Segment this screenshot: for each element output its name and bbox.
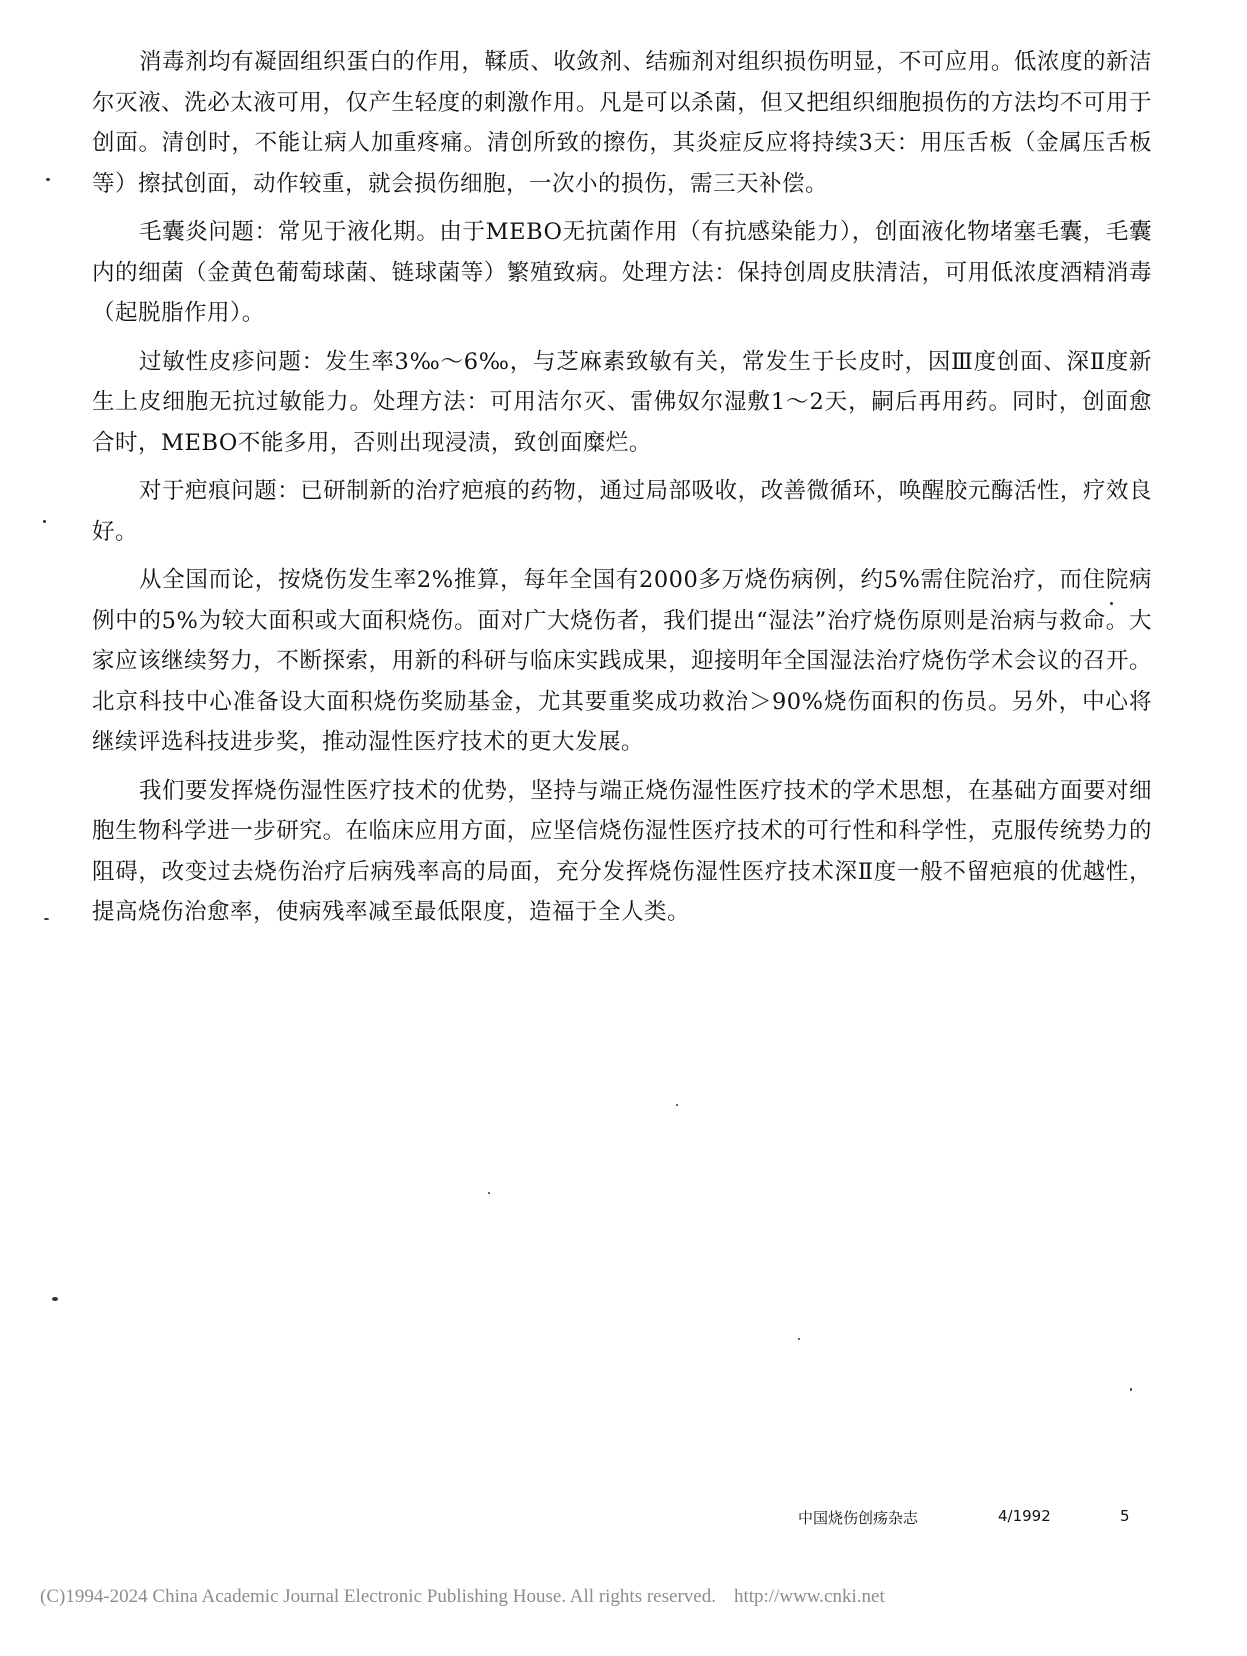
- copyright-url[interactable]: http://www.cnki.net: [733, 1586, 885, 1607]
- scan-speck: [488, 1192, 490, 1194]
- scan-speck: [43, 520, 46, 523]
- copyright-text: (C)1994-2024 China Academic Journal Electronic Publishing House. All rights reserved.: [40, 1586, 716, 1607]
- paragraph-allergic-rash: 过敏性皮疹问题：发生率3‰～6‰，与芝麻素致敏有关，常发生于长皮时，因Ⅲ度创面、深Ⅱ度新生上皮细胞无抗过敏能力。处理方法：可用洁尔灭、雷佛奴尔湿敷1～2天，嗣后再用药。同时，创面愈合时，MEBO不能多用，否则出现浸渍，致创面糜烂。: [92, 348, 1152, 456]
- scan-speck: [1110, 602, 1113, 605]
- paragraph-national-statistics: 从全国而论，按烧伤发生率2%推算，每年全国有2000多万烧伤病例，约5%需住院治疗，而住院病例中的5%为较大面积或大面积烧伤。面对广大烧伤者，我们提出“湿法”治疗烧伤原则是治病与救命。大家应该继续努力，不断探索，用新的科研与临床实践成果，迎接明年全国湿法治疗烧伤学术会议的召开。北京科技中心准备设大面积烧伤奖励基金，尤其要重奖成功救治＞90%烧伤面积的伤员。另外，中心将继续评选科技进步奖，推动湿性医疗技术的更大发展。: [92, 567, 1152, 755]
- article-body: [92, 42, 1152, 941]
- issue-number: 4/1992: [998, 1507, 1051, 1525]
- copyright-notice: [40, 1586, 1220, 1608]
- paragraph-folliculitis: 毛囊炎问题：常见于液化期。由于MEBO无抗菌作用（有抗感染能力），创面液化物堵塞毛囊，毛囊内的细菌（金黄色葡萄球菌、链球菌等）繁殖致病。处理方法：保持创周皮肤清洁，可用低浓度酒精消毒（起脱脂作用）。: [92, 219, 1152, 326]
- paragraph-conclusion: 我们要发挥烧伤湿性医疗技术的优势，坚持与端正烧伤湿性医疗技术的学术思想，在基础方面要对细胞生物科学进一步研究。在临床应用方面，应坚信烧伤湿性医疗技术的可行性和科学性，克服传统势力的阻碍，改变过去烧伤治疗后病残率高的局面，充分发挥烧伤湿性医疗技术深Ⅱ度一般不留疤痕的优越性，提高烧伤治愈率，使病残率减至最低限度，造福于全人类。: [92, 777, 1152, 925]
- journal-name: 中国烧伤创疡杂志: [798, 1509, 919, 1527]
- scan-speck: [52, 1297, 58, 1301]
- paragraph-disinfectant: 消毒剂均有凝固组织蛋白的作用，鞣质、收敛剂、结痂剂对组织损伤明显，不可应用。低浓度的新洁尔灭液、洗必太液可用，仅产生轻度的刺激作用。凡是可以杀菌，但又把组织细胞损伤的方法均不可用于创面。清创时，不能让病人加重疼痛。清创所致的擦伤，其炎症反应将持续3天：用压舌板（金属压舌板等）擦拭创面，动作较重，就会损伤细胞，一次小的损伤，需三天补偿。: [92, 49, 1152, 197]
- paragraph-scar: 对于疤痕问题：已研制新的治疗疤痕的药物，通过局部吸收，改善微循环，唤醒胶元酶活性，疗效良好。: [92, 478, 1152, 545]
- scan-speck: [44, 918, 49, 920]
- scan-speck: [798, 1338, 800, 1340]
- page-number: 5: [1120, 1507, 1130, 1525]
- scan-speck: [46, 178, 50, 181]
- scan-speck: [676, 1104, 678, 1106]
- scan-speck: [1130, 1388, 1132, 1391]
